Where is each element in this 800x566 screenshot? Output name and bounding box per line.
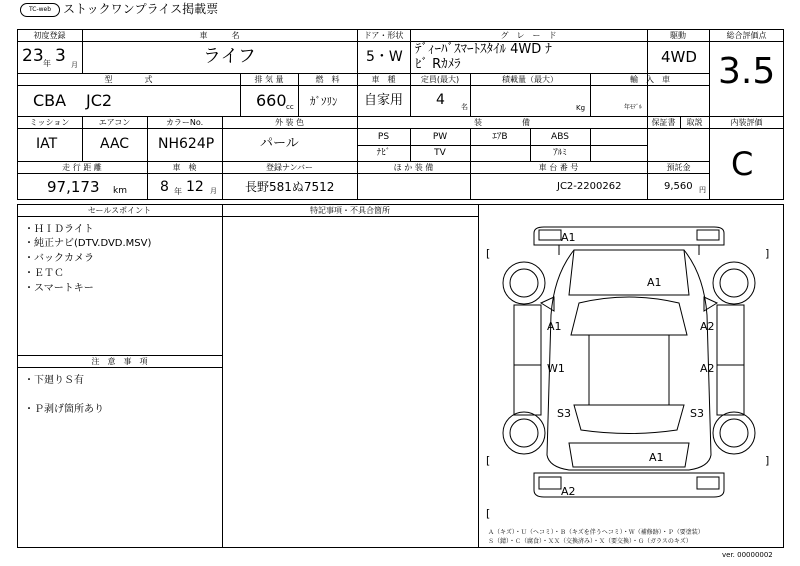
interior-score: C: [731, 145, 754, 183]
equip-alloy: ｱﾙﾐ: [553, 148, 567, 158]
color-no: NH624P: [158, 136, 215, 152]
mark-hood: A1: [647, 276, 662, 289]
label-fuel: 燃 料: [315, 75, 340, 84]
label-plate: 登録ナンバー: [265, 163, 314, 172]
label-chassis: 車 台 番 号: [538, 163, 579, 172]
mark-rear-bumper: A2: [561, 485, 576, 498]
equip-ps: PS: [377, 132, 390, 142]
grade-line1: ﾃﾞｨｰﾊﾞｽﾏｰﾄｽﾀｲﾙ 4WD ﾅ: [415, 42, 552, 57]
first-reg-year: 23: [22, 46, 44, 66]
sales-item: ・純正ナビ(DTV.DVD.MSV): [24, 238, 152, 249]
inspection-year: 8: [160, 179, 169, 195]
bracket-close: ]: [765, 247, 770, 260]
bracket-close: ]: [765, 454, 770, 467]
mark-front-bumper: A1: [561, 231, 576, 244]
sales-item: ・スマートキー: [24, 283, 94, 294]
mark-right-rear-door: A2: [700, 362, 715, 375]
label-equipment: 装 備: [474, 118, 530, 127]
capacity-unit: 名: [461, 103, 468, 111]
label-mission: ミッション: [29, 118, 70, 127]
car-class: 自家用: [364, 93, 404, 108]
mileage: 97,173: [47, 178, 100, 196]
mark-back-door: A1: [649, 451, 664, 464]
caution-title: 注 意 事 項: [91, 357, 148, 366]
label-ext-color: 外 装 色: [274, 118, 305, 127]
sales-item: ・バックカメラ: [24, 253, 94, 264]
sales-title: セールスポイント: [87, 206, 152, 215]
mark-left-rear-door: W1: [547, 362, 565, 375]
mark-right-rear-fender: S3: [690, 407, 704, 420]
label-warranty: 保証書: [651, 118, 676, 127]
price: 9,560: [664, 181, 693, 192]
mark-left-front-door: A1: [547, 320, 562, 333]
plate: 長野581ぬ7512: [245, 180, 335, 194]
drive: 4WD: [661, 48, 697, 66]
chassis-number: JC2-2200262: [557, 181, 622, 192]
mission: IAT: [36, 136, 58, 152]
sales-item: ・ＨＩＤライト: [24, 224, 94, 235]
label-door-shape: ドア・形状: [363, 31, 404, 40]
bracket-open: [: [486, 454, 491, 467]
mark-right-front-door: A2: [700, 320, 715, 333]
label-grade: グ レ ー ド: [500, 31, 557, 40]
equip-abs: ABS: [551, 132, 569, 142]
caution-item: ・下廻りＳ有: [24, 375, 84, 386]
label-inspection: 車 検: [172, 163, 197, 172]
label-car-class: 車 種: [371, 75, 396, 84]
label-capacity: 定員(最大): [420, 75, 460, 84]
sales-item: ・ＥＴＣ: [24, 268, 64, 279]
fuel: ｶﾞｿﾘﾝ: [310, 95, 338, 108]
legend-line2: Ｓ（錆）・Ｃ（腐食）・ＸＸ（交換済み）・Ｘ（要交換）・Ｇ（ガラスのキズ）: [488, 538, 692, 545]
label-drive: 駆動: [670, 31, 686, 40]
label-load: 積載量（最大）: [502, 75, 558, 84]
caution-item: ・Ｐ剥げ箇所あり: [24, 404, 104, 415]
label-displacement: 排 気 量: [254, 75, 284, 84]
price-unit: 円: [699, 186, 706, 194]
car-diagram: [479, 205, 783, 535]
equip-tv: TV: [434, 148, 446, 158]
inspection-year-unit: 年: [174, 187, 182, 196]
equip-navi: ﾅﾋﾞ: [376, 148, 391, 158]
model: JC2: [86, 91, 113, 110]
equip-airbag: ｴｱB: [492, 132, 508, 142]
displacement: 660: [256, 91, 287, 110]
displacement-unit: cc: [286, 103, 294, 111]
ext-color: パール: [260, 136, 299, 151]
special-title: 特記事項・不具合箇所: [310, 206, 390, 215]
door-shape: 5・W: [366, 49, 403, 65]
car-name: ライフ: [203, 46, 256, 67]
month-unit: 月: [71, 61, 78, 69]
label-manual: 取説: [686, 118, 703, 127]
capacity: 4: [436, 92, 445, 108]
load-unit: Kg: [576, 104, 586, 112]
year-unit: 年: [43, 59, 51, 68]
label-model: 型 式: [104, 75, 153, 84]
version: ver. 00000002: [722, 551, 773, 559]
label-price: 預託金: [666, 163, 691, 172]
inspection-month: 12: [186, 179, 204, 195]
mark-left-rear-fender: S3: [557, 407, 571, 420]
label-other-equip: ほ か 装 備: [393, 163, 434, 172]
label-car-name: 車 名: [199, 31, 240, 40]
model-prefix: CBA: [33, 91, 67, 110]
label-interior: 内装評価: [730, 118, 763, 127]
inspection-month-unit: 月: [210, 187, 217, 195]
mileage-unit: km: [113, 186, 127, 196]
import-note: 年ﾓﾃﾞﾙ: [624, 104, 643, 111]
first-reg-month: 3: [55, 46, 66, 66]
bracket-open: [: [486, 247, 491, 260]
page-title: ストックワンプライス掲載票: [63, 2, 219, 16]
logo: [20, 3, 60, 17]
bracket-open: [: [486, 507, 491, 520]
overall-score: 3.5: [718, 51, 776, 92]
label-import: 輸 入 車: [630, 75, 670, 84]
aircon: AAC: [100, 136, 130, 152]
label-color-no: カラーNo.: [165, 118, 204, 127]
label-first-reg: 初度登録: [33, 31, 66, 40]
label-score: 総合評価点: [726, 31, 767, 40]
logo-text: TC-web: [28, 6, 52, 13]
legend-line1: Ａ（キズ）・Ｕ（ヘコミ）・Ｂ（キズを伴うヘコミ）・Ｗ（補修跡）・Ｐ（要塗装）: [488, 529, 704, 536]
label-aircon: エアコン: [98, 118, 131, 127]
info-table: [17, 29, 710, 200]
grade-line2: ﾋﾞ Rｶﾒﾗ: [415, 57, 461, 72]
label-mileage: 走 行 距 離: [62, 163, 102, 172]
equip-pw: PW: [432, 132, 448, 142]
